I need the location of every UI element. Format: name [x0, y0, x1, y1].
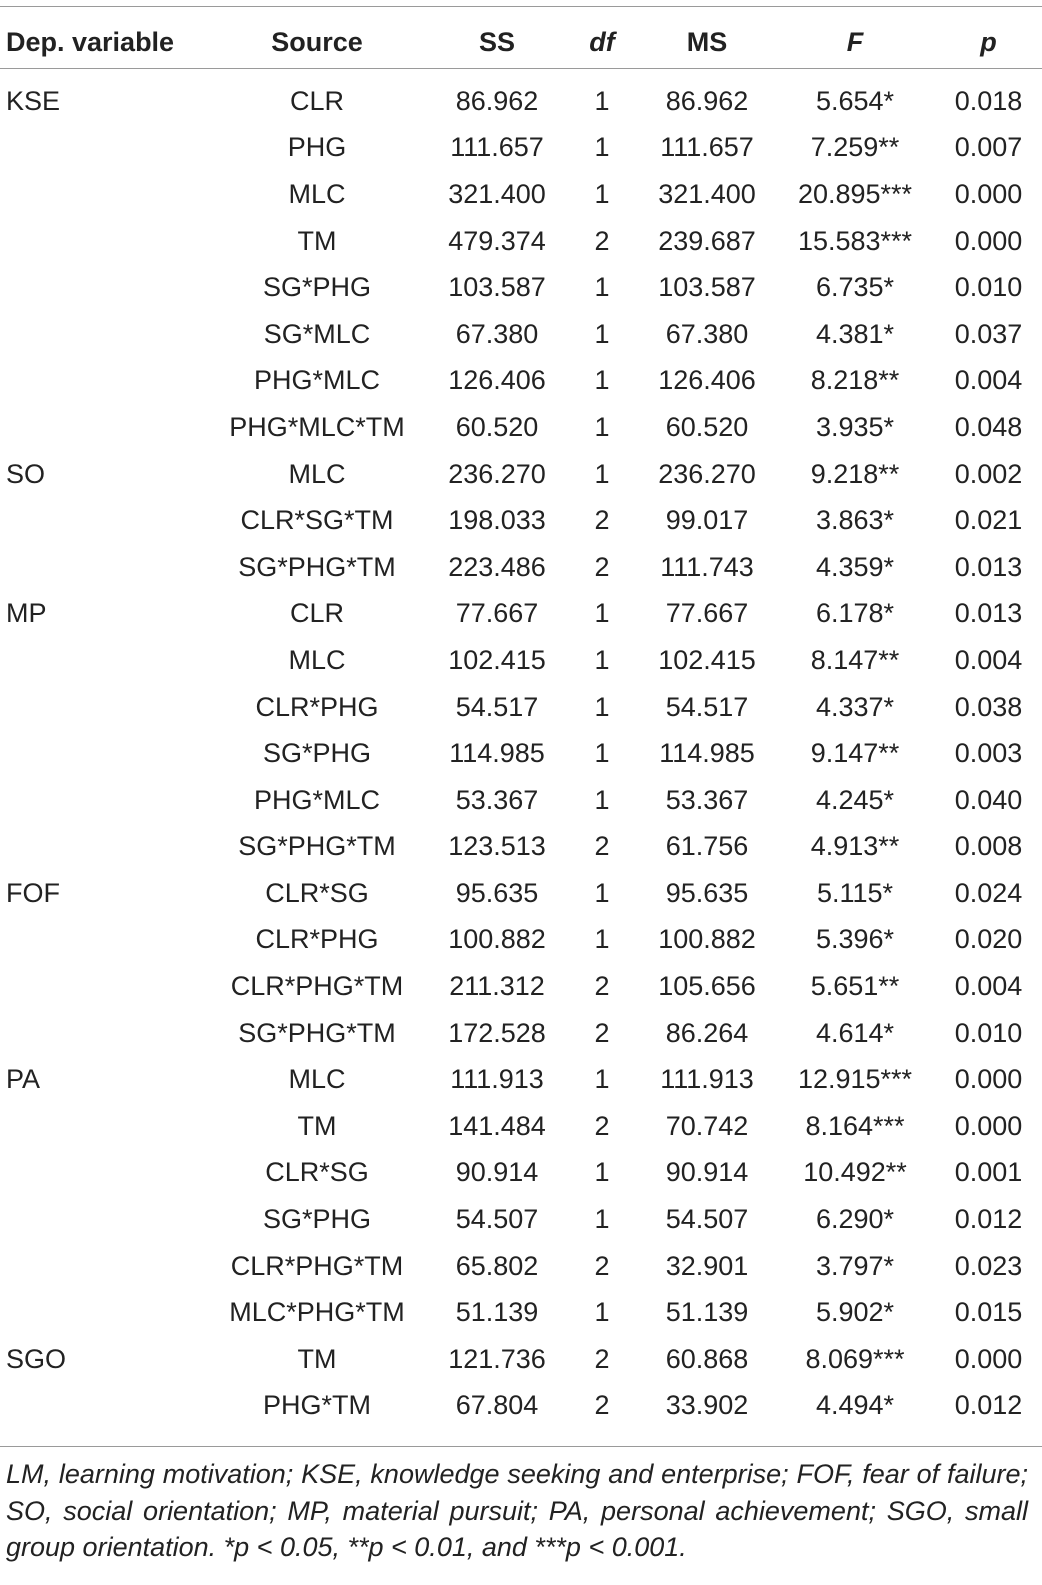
cell-source: PHG*MLC*TM	[229, 411, 405, 442]
cell-f: 4.614*	[815, 1017, 895, 1048]
table-row	[0, 1336, 1042, 1383]
table-row	[0, 68, 1042, 125]
table-row	[0, 264, 1042, 311]
table-body	[0, 68, 1042, 1429]
cell-f: 8.069***	[805, 1343, 905, 1374]
cell-dep-variable: FOF	[6, 877, 60, 908]
cell-df: 1	[594, 411, 610, 442]
cell-df: 1	[594, 1064, 610, 1095]
cell-p: 0.018	[954, 85, 1023, 116]
cell-source: CLR*SG	[265, 877, 369, 908]
cell-source: MLC	[288, 1064, 346, 1095]
cell-source: CLR*PHG	[255, 924, 379, 955]
cell-p: 0.037	[954, 318, 1023, 349]
cell-source: CLR*PHG*TM	[230, 1250, 404, 1281]
cell-ss: 67.380	[455, 318, 539, 349]
table-header-row	[0, 16, 1042, 68]
cell-dep-variable	[0, 1289, 211, 1336]
table-bottom-rule	[0, 1446, 1042, 1447]
cell-p: 0.012	[954, 1390, 1023, 1421]
cell-dep-variable	[0, 777, 211, 824]
cell-ms: 95.635	[665, 877, 749, 908]
cell-ms: 54.507	[665, 1204, 749, 1235]
cell-p: 0.000	[954, 178, 1023, 209]
header-ms: MS	[686, 26, 728, 57]
cell-f: 6.290*	[815, 1204, 895, 1235]
table-row	[0, 917, 1042, 964]
header-df: df	[589, 26, 615, 57]
header-f: F	[846, 26, 864, 57]
cell-ms: 321.400	[658, 178, 756, 209]
cell-dep-variable	[0, 637, 211, 684]
table-row	[0, 218, 1042, 265]
cell-dep-variable	[0, 218, 211, 265]
table-row	[0, 497, 1042, 544]
table-row	[0, 1383, 1042, 1430]
cell-f: 12.915***	[797, 1064, 913, 1095]
cell-ss: 77.667	[455, 598, 539, 629]
table-row	[0, 311, 1042, 358]
cell-f: 4.359*	[815, 551, 895, 582]
cell-ss: 54.517	[455, 691, 539, 722]
cell-ss: 100.882	[448, 924, 546, 955]
cell-ms: 114.985	[659, 738, 755, 769]
cell-source: TM	[297, 1343, 337, 1374]
cell-dep-variable: KSE	[6, 85, 61, 116]
cell-ss: 198.033	[448, 505, 546, 536]
cell-df: 1	[594, 1157, 610, 1188]
cell-source: CLR*PHG*TM	[230, 971, 404, 1002]
cell-df: 1	[594, 738, 610, 769]
cell-ss: 111.657	[450, 132, 544, 163]
cell-dep-variable	[0, 1383, 211, 1430]
cell-ms: 86.264	[665, 1017, 749, 1048]
table-row	[0, 824, 1042, 871]
cell-f: 3.797*	[815, 1250, 895, 1281]
cell-dep-variable: SO	[6, 458, 46, 489]
table-row	[0, 1289, 1042, 1336]
table-row	[0, 777, 1042, 824]
cell-ss: 90.914	[455, 1157, 539, 1188]
cell-source: SG*PHG*TM	[238, 551, 396, 582]
cell-source: PHG	[287, 132, 347, 163]
cell-dep-variable	[0, 1103, 211, 1150]
cell-ms: 111.657	[660, 132, 754, 163]
cell-source: TM	[297, 225, 337, 256]
cell-p: 0.004	[954, 971, 1023, 1002]
cell-f: 5.902*	[815, 1297, 895, 1328]
cell-df: 1	[594, 365, 610, 396]
cell-source: SG*PHG	[262, 272, 372, 303]
table-row	[0, 171, 1042, 218]
cell-f: 6.178*	[815, 598, 895, 629]
cell-df: 1	[594, 784, 610, 815]
cell-ss: 123.513	[448, 831, 546, 862]
cell-dep-variable	[0, 171, 211, 218]
cell-source: SG*PHG*TM	[238, 831, 396, 862]
table-row	[0, 637, 1042, 684]
cell-dep-variable: MP	[6, 598, 47, 629]
cell-p: 0.003	[954, 738, 1023, 769]
cell-df: 1	[594, 877, 610, 908]
cell-source: PHG*MLC	[253, 365, 381, 396]
cell-ms: 32.901	[665, 1250, 749, 1281]
cell-ss: 54.507	[455, 1204, 539, 1235]
cell-dep-variable	[0, 824, 211, 871]
cell-ss: 111.913	[450, 1064, 544, 1095]
cell-dep-variable	[0, 730, 211, 777]
cell-p: 0.000	[954, 1343, 1023, 1374]
cell-ss: 114.985	[449, 738, 545, 769]
cell-f: 15.583***	[797, 225, 913, 256]
cell-ms: 103.587	[658, 272, 756, 303]
table-row	[0, 591, 1042, 638]
cell-dep-variable: PA	[6, 1064, 41, 1095]
cell-dep-variable	[0, 544, 211, 591]
cell-p: 0.024	[954, 877, 1023, 908]
cell-source: CLR*SG*TM	[240, 505, 394, 536]
cell-f: 8.164***	[805, 1110, 905, 1141]
table-top-rule	[0, 6, 1042, 7]
cell-df: 1	[594, 1297, 610, 1328]
cell-df: 2	[594, 225, 610, 256]
cell-f: 5.654*	[815, 85, 895, 116]
cell-source: MLC	[288, 644, 346, 675]
cell-ms: 239.687	[658, 225, 756, 256]
table-row	[0, 1056, 1042, 1103]
cell-p: 0.038	[954, 691, 1023, 722]
cell-p: 0.020	[954, 924, 1023, 955]
cell-df: 2	[594, 505, 610, 536]
cell-source: TM	[297, 1110, 337, 1141]
cell-source: CLR*PHG	[255, 691, 379, 722]
cell-dep-variable: SGO	[6, 1343, 67, 1374]
table-row	[0, 730, 1042, 777]
cell-dep-variable	[0, 497, 211, 544]
cell-ss: 60.520	[455, 411, 539, 442]
cell-p: 0.000	[954, 1064, 1023, 1095]
cell-source: MLC*PHG*TM	[229, 1297, 405, 1328]
cell-dep-variable	[0, 358, 211, 405]
cell-df: 2	[594, 1390, 610, 1421]
cell-dep-variable	[0, 1010, 211, 1057]
cell-p: 0.010	[954, 1017, 1023, 1048]
cell-ms: 70.742	[665, 1110, 749, 1141]
cell-source: SG*MLC	[263, 318, 371, 349]
table-row	[0, 451, 1042, 498]
cell-ms: 236.270	[658, 458, 756, 489]
header-source: Source	[271, 26, 363, 57]
cell-f: 4.494*	[815, 1390, 895, 1421]
cell-f: 3.935*	[815, 411, 895, 442]
cell-ms: 53.367	[665, 784, 749, 815]
cell-ss: 141.484	[448, 1110, 546, 1141]
cell-f: 4.381*	[815, 318, 895, 349]
cell-ms: 99.017	[665, 505, 749, 536]
cell-f: 4.913**	[810, 831, 900, 862]
cell-ss: 103.587	[448, 272, 546, 303]
cell-ss: 67.804	[455, 1390, 539, 1421]
cell-dep-variable	[0, 1150, 211, 1197]
cell-source: SG*PHG	[262, 1204, 372, 1235]
cell-ms: 90.914	[665, 1157, 749, 1188]
cell-source: CLR	[289, 598, 344, 629]
cell-f: 7.259**	[810, 132, 900, 163]
cell-p: 0.004	[954, 644, 1023, 675]
cell-p: 0.007	[954, 132, 1023, 163]
cell-ms: 54.517	[665, 691, 749, 722]
cell-ss: 102.415	[448, 644, 546, 675]
cell-ms: 102.415	[658, 644, 756, 675]
cell-dep-variable	[0, 311, 211, 358]
cell-f: 20.895***	[797, 178, 913, 209]
cell-df: 2	[594, 551, 610, 582]
cell-dep-variable	[0, 684, 211, 731]
cell-f: 9.218**	[810, 458, 900, 489]
cell-f: 8.218**	[810, 365, 900, 396]
cell-ss: 321.400	[448, 178, 546, 209]
table-row	[0, 1010, 1042, 1057]
cell-df: 2	[594, 1110, 610, 1141]
cell-f: 9.147**	[810, 738, 900, 769]
cell-ms: 33.902	[665, 1390, 749, 1421]
cell-df: 1	[594, 85, 610, 116]
cell-ss: 126.406	[448, 365, 546, 396]
cell-ss: 172.528	[448, 1017, 546, 1048]
cell-ss: 65.802	[455, 1250, 539, 1281]
cell-f: 5.396*	[815, 924, 895, 955]
cell-ss: 223.486	[448, 551, 546, 582]
cell-df: 1	[594, 318, 610, 349]
cell-df: 1	[594, 178, 610, 209]
cell-f: 6.735*	[815, 272, 895, 303]
cell-ss: 95.635	[455, 877, 539, 908]
cell-ss: 211.312	[449, 971, 545, 1002]
cell-ms: 51.139	[665, 1297, 749, 1328]
table-row	[0, 963, 1042, 1010]
cell-p: 0.013	[954, 598, 1023, 629]
cell-ms: 67.380	[665, 318, 749, 349]
table-row	[0, 404, 1042, 451]
cell-df: 1	[594, 691, 610, 722]
cell-source: CLR*SG	[265, 1157, 369, 1188]
table-row	[0, 1196, 1042, 1243]
cell-dep-variable	[0, 125, 211, 172]
cell-ms: 111.743	[660, 551, 754, 582]
header-ss: SS	[478, 26, 516, 57]
cell-p: 0.012	[954, 1204, 1023, 1235]
cell-df: 1	[594, 644, 610, 675]
cell-p: 0.010	[954, 272, 1023, 303]
cell-source: SG*PHG*TM	[238, 1017, 396, 1048]
cell-p: 0.000	[954, 1110, 1023, 1141]
table-footnote: LM, learning motivation; KSE, knowledge seeking and enterprise; FOF, fear of failure; SO, social orientation; MP, material pursuit; PA, personal achievement; SGO, small group orientation. *p < 0.05, **p < 0.01, and ***p < 0.001.	[6, 1459, 1028, 1562]
cell-p: 0.013	[954, 551, 1023, 582]
table-row	[0, 358, 1042, 405]
cell-p: 0.001	[954, 1157, 1023, 1188]
cell-source: MLC	[288, 178, 346, 209]
cell-p: 0.004	[954, 365, 1023, 396]
cell-p: 0.000	[954, 225, 1023, 256]
cell-p: 0.021	[954, 505, 1023, 536]
cell-ms: 86.962	[665, 85, 749, 116]
cell-ms: 60.868	[665, 1343, 749, 1374]
anova-table	[0, 16, 1042, 1429]
cell-df: 2	[594, 831, 610, 862]
table-row	[0, 544, 1042, 591]
cell-f: 4.337*	[815, 691, 895, 722]
cell-dep-variable	[0, 963, 211, 1010]
cell-dep-variable	[0, 1196, 211, 1243]
cell-ss: 86.962	[455, 85, 539, 116]
cell-p: 0.008	[954, 831, 1023, 862]
table-row	[0, 125, 1042, 172]
cell-source: SG*PHG	[262, 738, 372, 769]
cell-source: PHG*MLC	[253, 784, 381, 815]
cell-ms: 77.667	[665, 598, 749, 629]
cell-source: PHG*TM	[263, 1390, 371, 1421]
cell-f: 4.245*	[815, 784, 895, 815]
cell-dep-variable	[0, 404, 211, 451]
cell-ms: 61.756	[665, 831, 749, 862]
cell-f: 5.115*	[816, 877, 894, 908]
cell-df: 1	[594, 272, 610, 303]
cell-ss: 53.367	[455, 784, 539, 815]
cell-ms: 126.406	[658, 365, 756, 396]
cell-ms: 105.656	[658, 971, 756, 1002]
cell-ms: 111.913	[660, 1064, 754, 1095]
cell-ss: 121.736	[448, 1343, 546, 1374]
cell-df: 1	[594, 1204, 610, 1235]
cell-df: 1	[594, 132, 610, 163]
table-row	[0, 1150, 1042, 1197]
cell-p: 0.048	[954, 411, 1023, 442]
cell-ss: 236.270	[448, 458, 546, 489]
cell-source: MLC	[288, 458, 346, 489]
table-row	[0, 684, 1042, 731]
cell-f: 5.651**	[810, 971, 900, 1002]
cell-ss: 479.374	[448, 225, 546, 256]
table-row	[0, 1243, 1042, 1290]
cell-source: CLR	[289, 85, 344, 116]
cell-f: 3.863*	[815, 505, 895, 536]
cell-dep-variable	[0, 1243, 211, 1290]
cell-dep-variable	[0, 917, 211, 964]
cell-df: 2	[594, 1250, 610, 1281]
cell-df: 1	[594, 598, 610, 629]
cell-p: 0.040	[954, 784, 1023, 815]
cell-dep-variable	[0, 264, 211, 311]
cell-ss: 51.139	[455, 1297, 539, 1328]
header-p: p	[980, 26, 997, 57]
cell-f: 10.492**	[803, 1157, 907, 1188]
header-dep-variable: Dep. variable	[6, 26, 175, 57]
cell-df: 1	[594, 458, 610, 489]
cell-df: 2	[594, 1343, 610, 1374]
cell-ms: 100.882	[658, 924, 756, 955]
table-row	[0, 870, 1042, 917]
cell-df: 2	[594, 1017, 610, 1048]
cell-p: 0.002	[954, 458, 1023, 489]
cell-f: 8.147**	[810, 644, 900, 675]
cell-p: 0.015	[954, 1297, 1023, 1328]
cell-ms: 60.520	[665, 411, 749, 442]
cell-df: 1	[594, 924, 610, 955]
cell-p: 0.023	[954, 1250, 1023, 1281]
cell-df: 2	[594, 971, 610, 1002]
table-row	[0, 1103, 1042, 1150]
